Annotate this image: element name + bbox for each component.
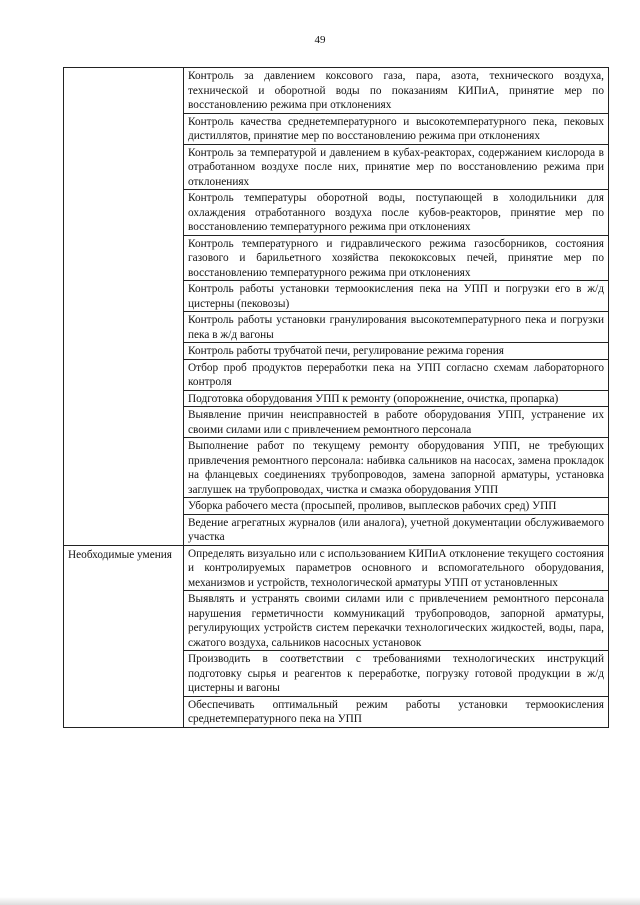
competency-table [63, 67, 609, 728]
labor-action-item: Контроль температуры оборотной воды, поступающей в холодильники для охлаждения отработанного воздуха после кубов-реакторов, принятие мер по восстановлению температурного режима при отклонениях [184, 190, 609, 236]
labor-action-item: Подготовка оборудования УПП к ремонту (опорожнение, очистка, пропарка) [184, 390, 609, 407]
labor-action-item: Контроль работы установки гранулирования высокотемпературного пека и погрузки пека в ж/д вагоны [184, 312, 609, 343]
labor-action-item: Отбор проб продуктов переработки пека на УПП согласно схемам лабораторного контроля [184, 359, 609, 390]
labor-action-item: Ведение агрегатных журналов (или аналога), учетной документации обслуживаемого участка [184, 514, 609, 545]
skill-item: Выявлять и устранять своими силами или с привлечением ремонтного персонала нарушения герметичности коммуникаций трубопроводов, запорной арматуры, регулирующих устройств систем перекачки технологических жидкостей, воды, пара, сжатого воздуха, сальников насосных установок [184, 591, 609, 651]
table-row [64, 68, 609, 114]
labor-action-item: Контроль температурного и гидравлического режима газосборников, состояния газового и барильетного хозяйства пекококсовых печей, принятие мер по восстановлению температурного режима при отклонениях [184, 235, 609, 281]
labor-action-item: Контроль качества среднетемпературного и высокотемпературного пека, пековых дистиллятов, принятие мер по восстановлению режима при отклонениях [184, 113, 609, 144]
labor-action-item: Выявление причин неисправностей в работе оборудования УПП, устранение их своими силами или с привлечением ремонтного персонала [184, 407, 609, 438]
labor-action-item: Выполнение работ по текущему ремонту оборудования УПП, не требующих привлечения ремонтного персонала: набивка сальников на насосах, замена прокладок на фланцевых соединениях трубопроводов, замена запорной арматуры, установка заглушек на трубопроводах, чистка и смазка оборудования УПП [184, 438, 609, 498]
labor-action-item: Контроль работы трубчатой печи, регулирование режима горения [184, 343, 609, 360]
skill-item: Обеспечивать оптимальный режим работы установки термоокисления среднетемпературного пека на УПП [184, 696, 609, 727]
page-number: 49 [314, 34, 326, 46]
labor-action-item: Контроль работы установки термоокисления пека на УПП и погрузки его в ж/д цистерны (пековозы) [184, 281, 609, 312]
scan-bottom-edge [0, 897, 640, 905]
skill-item: Производить в соответствии с требованиями технологических инструкций подготовку сырья и реагентов к переработке, погрузку готовой продукции в ж/д цистерны и вагоны [184, 651, 609, 697]
labor-actions-label-cell [64, 68, 184, 546]
labor-action-item: Уборка рабочего места (просыпей, проливов, выплесков рабочих сред) УПП [184, 498, 609, 515]
table-row [64, 545, 609, 591]
labor-action-item: Контроль за температурой и давлением в кубах-реакторах, содержанием кислорода в отработанном воздухе после них, принятие мер по восстановлению режима при отклонениях [184, 144, 609, 190]
skill-item: Определять визуально или с использованием КИПиА отклонение текущего состояния и контролируемых параметров основного и вспомогательного оборудования, механизмов и устройств, технологической арматуры УПП от установленных [184, 545, 609, 591]
labor-action-item: Контроль за давлением коксового газа, пара, азота, технического воздуха, технической и оборотной воды по показаниям КИПиА, принятие мер по восстановлению режима при отклонениях [184, 68, 609, 114]
skills-label: Необходимые умения [64, 545, 184, 727]
